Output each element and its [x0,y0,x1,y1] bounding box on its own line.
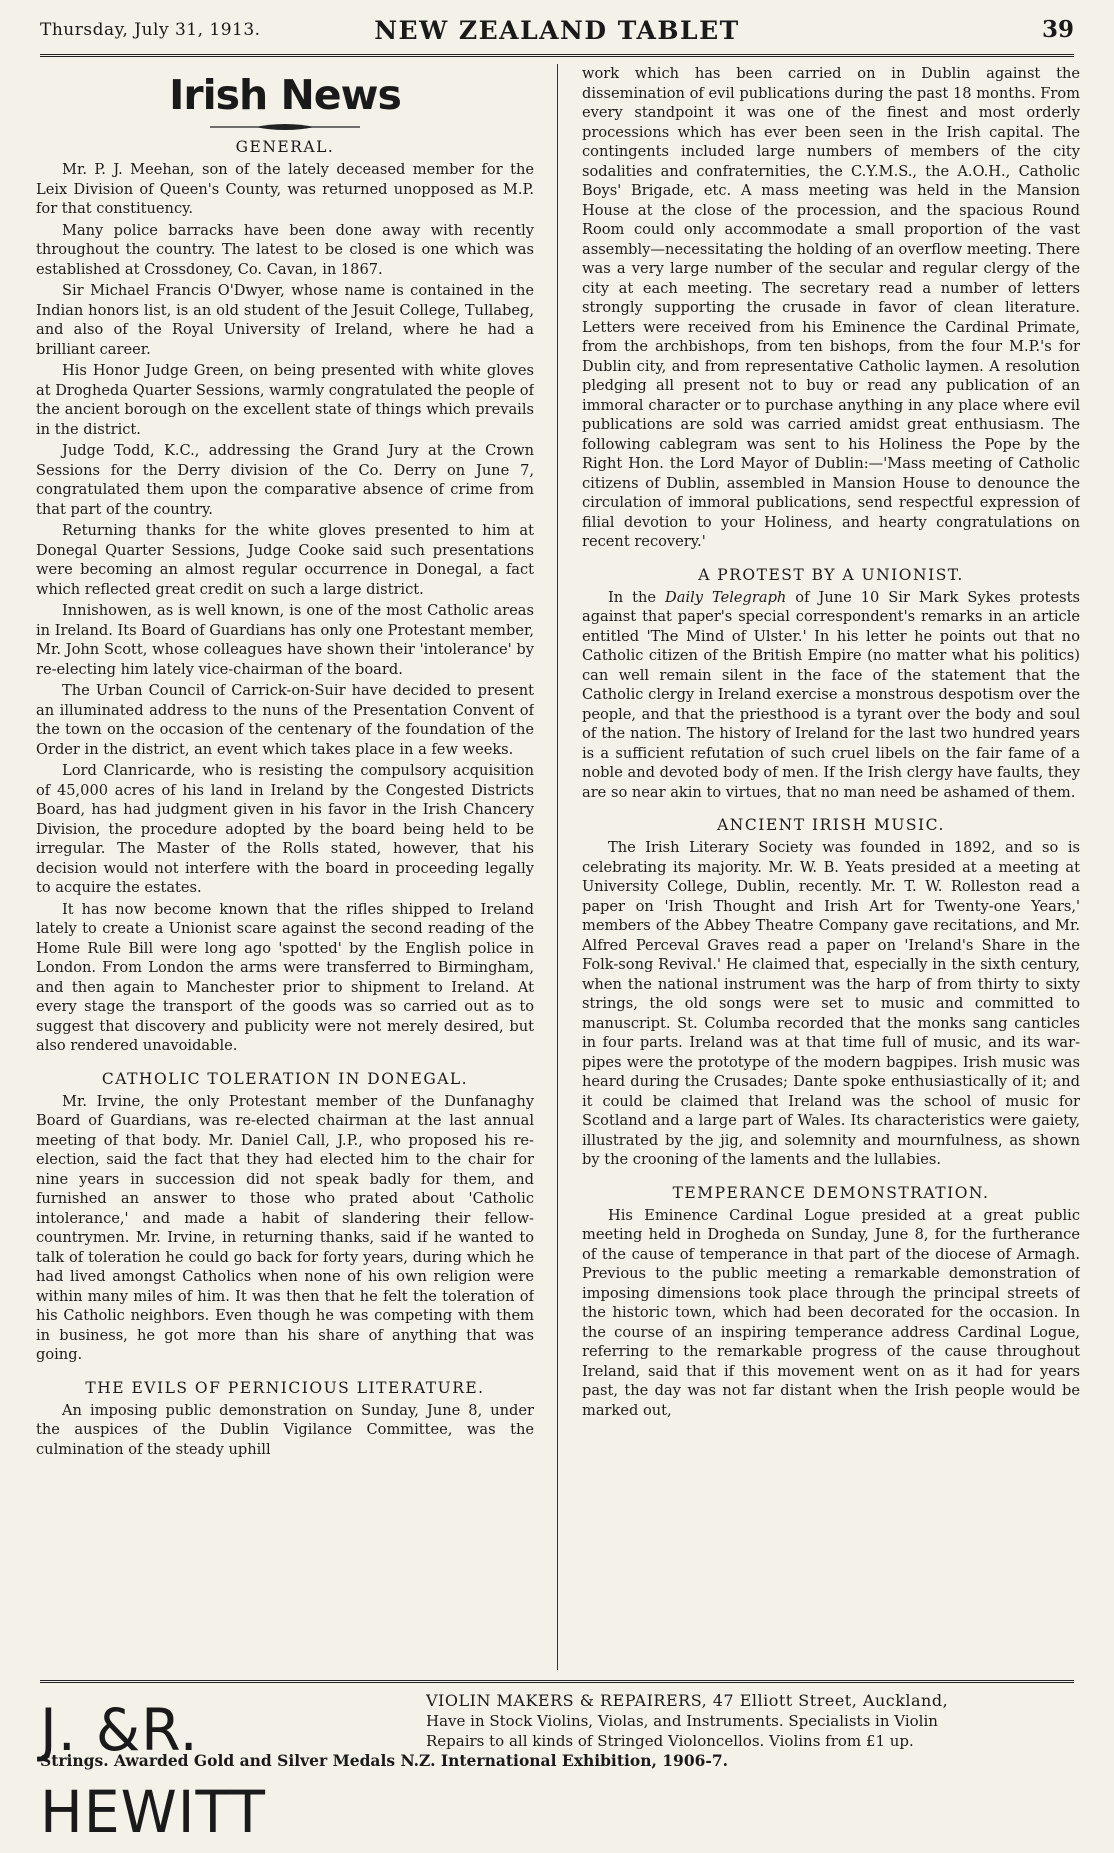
article-paragraph: Mr. P. J. Meehan, son of the lately deceased member for the Leix Division of Queen's County, was returned unopposed as M.P. for that constituency. [36,161,534,217]
article-paragraph: The Irish Literary Society was founded in 1892, and so is celebrating its majority. Mr. W. B. Yeats presided at a meeting at University College, Dublin, recently. Mr. T. W. Rolleston read a paper on 'Irish Thought and Irish Art for Twenty-one Years,' members of the Abbey Theatre Company gave recitations, and Mr. Alfred Perceval Graves read a paper on 'Ireland's Share in the Folk-song Revival.' He claimed that, especially in the sixth century, when the national instrument was the harp of from thirty to sixty strings, the old songs were set to music and committed to manuscript. St. Columba recorded that the monks sang canticles in four parts. Ireland was at that time full of music, and its war-pipes were the prototype of the modern bagpipes. Irish music was heard during the Crusades; Dante spoke enthusiastically of it; and it could be claimed that Ireland was the school of music for Scotland and a large part of Wales. Its characteristics were gaiety, illustrated by the jig, and solemnity and mournfulness, as shown by the crooning of the laments and the lullabies. [582,839,1080,1168]
article-paragraph [582,588,1080,803]
newspaper-name: Daily Telegraph [665,588,787,606]
toleration-heading: CATHOLIC TOLERATION IN DONEGAL. [101,1069,469,1088]
advert-line: Strings. Awarded Gold and Silver Medals N.Z. International Exhibition, 1906-7. [40,1751,729,1770]
column-divider [557,64,558,1670]
temperance-heading: TEMPERANCE DEMONSTRATION. [672,1183,990,1202]
music-heading: ANCIENT IRISH MUSIC. [717,816,945,834]
article-paragraph: Sir Michael Francis O'Dwyer, whose name is contained in the Indian honors list, is an old student of the Jesuit College, Tullabeg, and also of the Royal University of Ireland, where he had a brilliant career. [36,282,534,358]
section-banner: Irish News [169,71,401,119]
evils-heading: THE EVILS OF PERNICIOUS LITERATURE. [85,1378,485,1397]
article-paragraph: His Honor Judge Green, on being presented with white gloves at Drogheda Quarter Sessions, warmly congratulated the people of the ancient borough on the excellent state of things which prevails in the district. [36,362,534,438]
article-paragraph: work which has been carried on in Dublin against the dissemination of evil publications during the past 18 months. From every standpoint it was one of the finest and most orderly processions which has ever been seen in the Irish capital. The contingents included large numbers of members of the city sodalities and confraternities, the C.Y.M.S., the A.O.H., Catholic Boys' Brigade, etc. A mass meeting was held in the Mansion House at the close of the procession, and the spacious Round Room could only accommodate a small proportion of the vast assembly—necessitating the holding of an overflow meeting. There was a very large number of the secular and regular clergy of the city at each meeting. The secretary read a number of letters strongly supporting the crusade in favor of clean literature. Letters were received from his Eminence the Cardinal Primate, from the archbishops, from ten bishops, from the four M.P.'s for Dublin city, and from representative Catholic laymen. A resolution pledging all present not to buy or read any publication of an immoral character or to purchase anything in any place where evil publications are sold was carried amidst great enthusiasm. The following cablegram was sent to his Holiness the Pope by the Right Hon. the Lord Mayor of Dublin:—'Mass meeting of Catholic citizens of Dublin, assembled in Mansion House to denounce the circulation of immoral publications, send respectful expression of filial devotion to your Holiness, and hearty congratulations on recent recovery.' [582,65,1080,550]
protest-text-start: In the [608,588,666,606]
article-paragraph: His Eminence Cardinal Logue presided at a great public meeting held in Drogheda on Sunday, June 8, for the furtherance of the cause of temperance in that part of the diocese of Armagh. Previous to the public meeting a remarkable demonstration of imposing dimensions took place through the principal streets of the historic town, which had been decorated for the occasion. In the course of an inspiring temperance address Cardinal Logue, referring to the remarkable progress of the cause throughout Ireland, said that if this movement went on as it had for years past, the day was not far distant when the Irish people would be marked out, [582,1206,1080,1419]
article-paragraph: Mr. Irvine, the only Protestant member of the Dunfanaghy Board of Guardians, was re-elected chairman at the last annual meeting of that body. Mr. Daniel Call, J.P., who proposed his re-election, said the fact that they had elected him to the chair for nine years in succession did not speak badly for them, and furnished an answer to those who prated about 'Catholic intolerance,' and made a habit of slandering their fellow-countrymen. Mr. Irvine, in returning thanks, said if he wanted to talk of toleration he could go back for forty years, during which he had lived amongst Catholics when none of his own religion were within many miles of him. It was then that he felt the toleration of his Catholic neighbors. Even though he was competing with them in business, he got more than his share of anything that was going. [36,1092,534,1363]
page-number: 39 [1041,16,1074,43]
general-heading: GENERAL. [235,138,335,156]
issue-date: Thursday, July 31, 1913. [40,20,261,40]
article-paragraph: An imposing public demonstration on Sunday, June 8, under the auspices of the Dublin Vigilance Committee, was the culmination of the steady uphill [36,1401,534,1458]
protest-heading: A PROTEST BY A UNIONIST. [698,565,964,584]
article-paragraph: Judge Todd, K.C., addressing the Grand Jury at the Crown Sessions for the Derry division of the Co. Derry on June 7, congratulated them upon the comparative absence of crime from that part of the country. [36,442,534,518]
article-paragraph: Lord Clanricarde, who is resisting the compulsory acquisition of 45,000 acres of his land in Ireland by the Congested Districts Board, has had judgment given in his favor in the Irish Chancery Division, the procedure adopted by the board being held to be irregular. The Master of the Rolls stated, however, that his decision would not interfere with the board in proceeding legally to acquire the estates. [36,762,534,896]
article-paragraph: The Urban Council of Carrick-on-Suir have decided to present an illuminated address to the nuns of the Presentation Convent of the town on the occasion of the centenary of the foundation of the Order in the district, an event which takes place in a few weeks. [36,682,534,758]
advert-text [426,1691,1074,1751]
publication-title: NEW ZEALAND TABLET [374,16,740,45]
advert-line: VIOLIN MAKERS & REPAIRERS, 47 Elliott Street, Auckland, [426,1691,949,1710]
advert-line: Have in Stock Violins, Violas, and Instruments. Specialists in Violin [426,1712,938,1730]
ornament-rule-icon [210,122,360,132]
article-paragraph: Returning thanks for the white gloves presented to him at Donegal Quarter Sessions, Judge Cooke said such presentations were becoming an almost regular occurrence in Donegal, a fact which reflected great credit on such a large district. [36,522,534,598]
advertiser-brand: J. &R. HEWITT [40,1696,266,1846]
advertisement [40,1680,1074,1846]
masthead [40,10,1074,57]
protest-text-rest: of June 10 Sir Mark Sykes protests against that paper's special correspondent's remarks in an article entitled 'The Mind of Ulster.' In his letter he points out that no Catholic citizen of the British Empire (no matter what his politics) can well remain silent in the face of the statement that the Catholic clergy in Ireland exercise a monstrous despotism over the people, and that the priesthood is a tyrant over the body and soul of the nation. The history of Ireland for the last two hundred years is a sufficient refutation of such cruel libels on the fair fame of a noble and devoted body of men. If the Irish clergy have faults, they are so near akin to virtues, that no man need be ashamed of them. [582,588,1080,801]
article-paragraph: Innishowen, as is well known, is one of the most Catholic areas in Ireland. Its Board of Guardians has only one Protestant member, Mr. John Scott, whose colleagues have shown their 'intolerance' by re-electing him lately vice-chairman of the board. [36,602,534,678]
right-column [582,64,1080,1672]
left-column [36,64,534,1672]
advert-line: Repairs to all kinds of Stringed Violoncellos. Violins from £1 up. [426,1732,914,1750]
article-paragraph: Many police barracks have been done away with recently throughout the country. The latest to be closed is one which was established at Crossdoney, Co. Cavan, in 1867. [36,221,534,278]
article-columns [36,64,1082,1672]
article-paragraph: It has now become known that the rifles shipped to Ireland lately to create a Unionist scare against the second reading of the Home Rule Bill were long ago 'spotted' by the English police in London. From London the arms were transferred to Birmingham, and then again to Manchester prior to shipment to Ireland. At every stage the transport of the goods was so carried out as to suggest that discovery and publicity were not merely desired, but also rendered unavoidable. [36,900,534,1054]
